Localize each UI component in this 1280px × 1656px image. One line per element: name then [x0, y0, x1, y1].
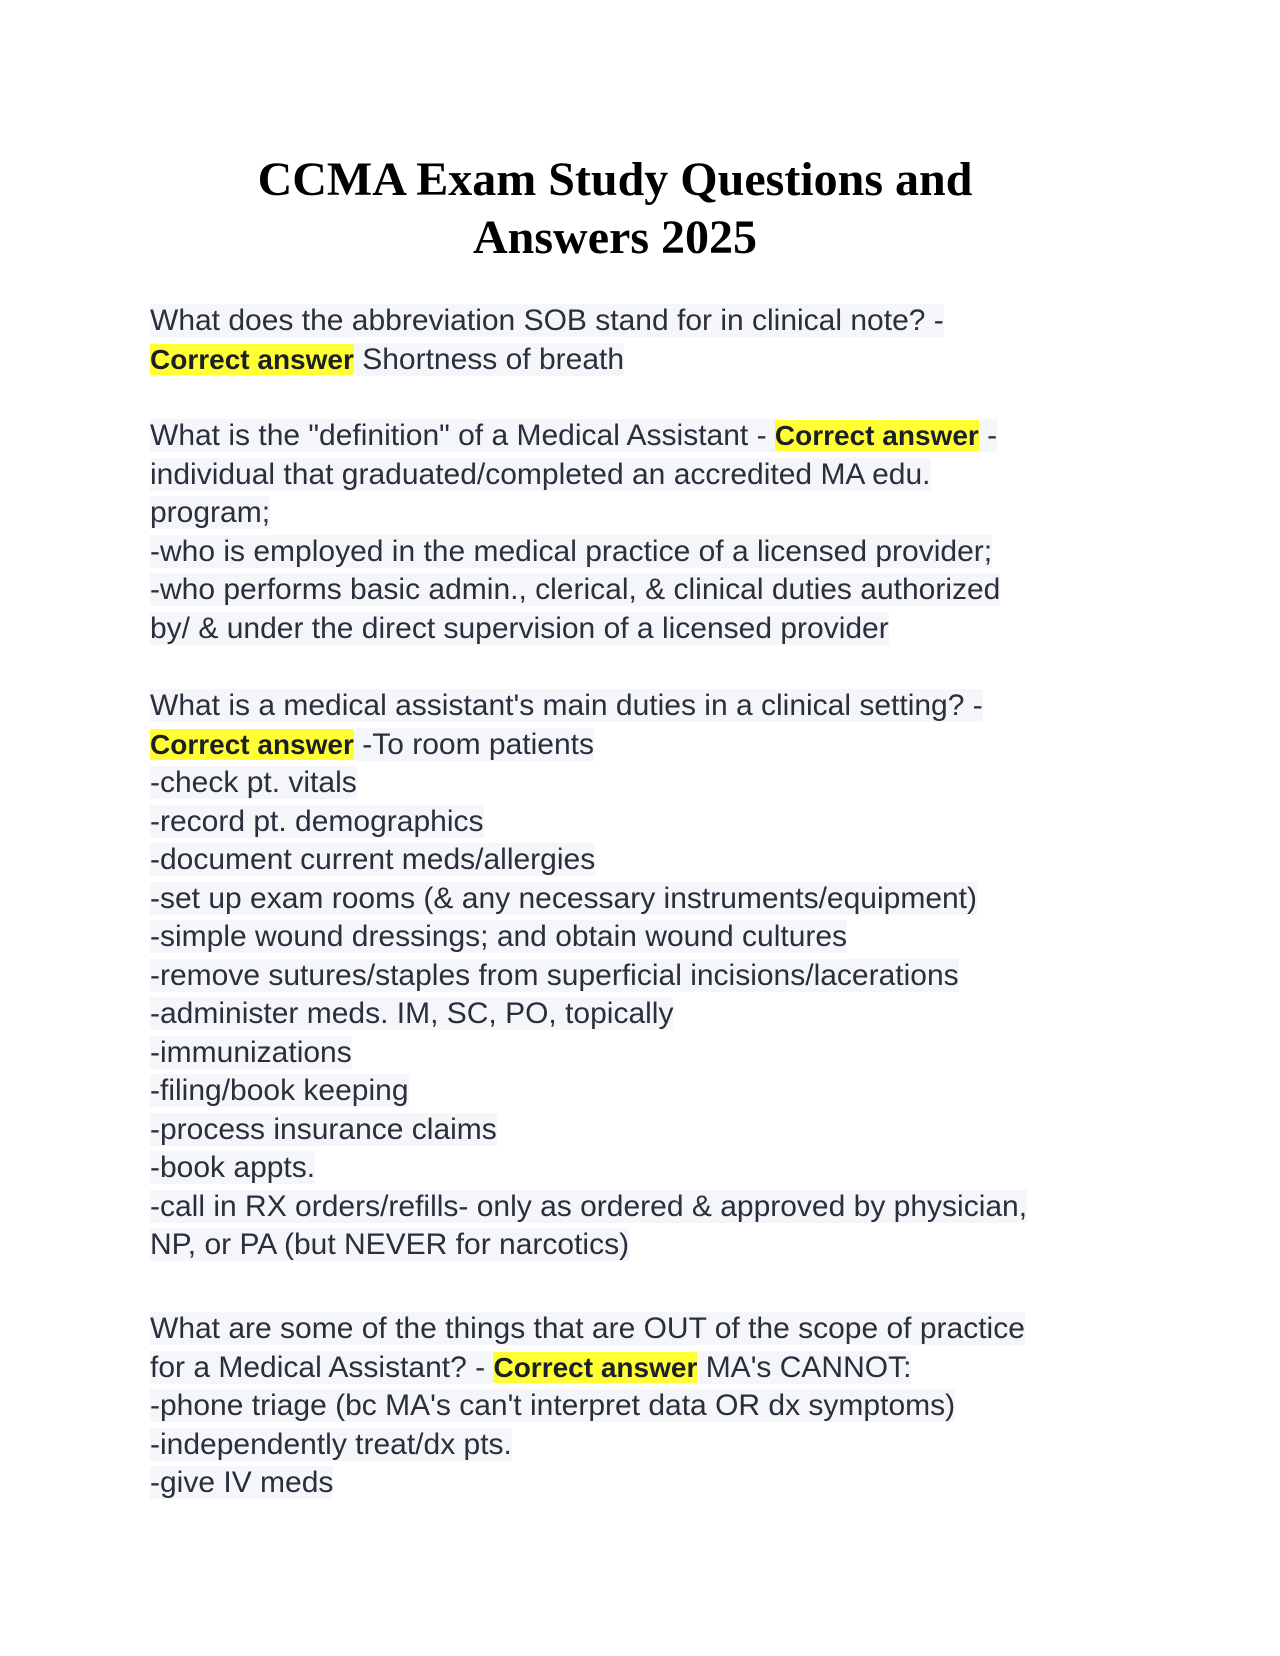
answer-text: -who is employed in the medical practice of a licensed provider;: [150, 534, 993, 568]
answer-text: -check pt. vitals: [150, 766, 357, 799]
question-line: [150, 417, 1150, 456]
answer-line: [150, 841, 1150, 880]
qa-item-ma-definition: [150, 417, 1150, 648]
answer-line: [150, 726, 1150, 765]
answer-line: [150, 1387, 1150, 1426]
question-text: What is the "definition" of a Medical Assistant -: [150, 419, 775, 452]
answer-line: [150, 1072, 1150, 1111]
document-title: [150, 151, 1080, 267]
answer-text: -set up exam rooms (& any necessary instruments/equipment): [150, 881, 978, 915]
answer-line: [150, 995, 1150, 1034]
answer-line: [150, 918, 1150, 957]
correct-answer-label: Correct answer: [774, 420, 979, 451]
answer-text: -administer meds. IM, SC, PO, topically: [150, 997, 674, 1030]
question-text: What does the abbreviation SOB stand for in clinical note? -: [150, 304, 944, 337]
answer-line: [150, 764, 1150, 803]
answer-line: [150, 456, 1150, 495]
answer-text: -: [978, 419, 998, 452]
answer-line: [150, 494, 1150, 533]
answer-text: -To room patients: [353, 727, 594, 761]
answer-text: -who performs basic admin., clerical, & clinical duties authorized: [150, 573, 1001, 606]
answer-line: [150, 610, 1150, 649]
answer-text: -immunizations: [150, 1035, 352, 1069]
answer-line: [150, 803, 1150, 842]
answer-line: [150, 571, 1150, 610]
answer-text: MA's CANNOT:: [697, 1350, 912, 1384]
answer-line: [150, 341, 1150, 380]
answer-text: -filing/book keeping: [150, 1074, 409, 1107]
answer-line: [150, 957, 1150, 996]
answer-line: [150, 1226, 1150, 1265]
answer-line: [150, 1034, 1150, 1073]
answer-text: -give IV meds: [150, 1466, 334, 1499]
answer-line: [150, 1188, 1150, 1227]
answer-text: by/ & under the direct supervision of a licensed provider: [150, 611, 889, 645]
correct-answer-label: Correct answer: [493, 1351, 698, 1383]
title-line-1: CCMA Exam Study Questions and: [257, 153, 973, 206]
correct-answer-label: Correct answer: [150, 343, 354, 375]
answer-line: [150, 533, 1150, 572]
question-text: What is a medical assistant's main duties in a clinical setting? -: [150, 689, 983, 722]
answer-text: -process insurance claims: [150, 1112, 497, 1146]
qa-item-out-of-scope: [150, 1310, 1150, 1503]
answer-text: Shortness of breath: [353, 342, 625, 376]
correct-answer-label: Correct answer: [150, 728, 354, 760]
answer-line: [150, 1111, 1150, 1150]
answer-text: -book appts.: [150, 1151, 316, 1184]
answer-text: -independently treat/dx pts.: [150, 1427, 512, 1461]
answer-line: [150, 880, 1150, 919]
answer-text: -phone triage (bc MA's can't interpret data OR dx symptoms): [150, 1389, 956, 1422]
answer-text: -record pt. demographics: [150, 804, 484, 838]
answer-line: [150, 1149, 1150, 1188]
answer-text: -simple wound dressings; and obtain wound cultures: [150, 920, 848, 953]
question-line: [150, 1349, 1150, 1388]
title-line-2: Answers 2025: [473, 211, 757, 264]
question-line: [150, 302, 1150, 341]
answer-line: [150, 1464, 1150, 1503]
answer-text: -document current meds/allergies: [150, 843, 596, 876]
question-text: for a Medical Assistant? -: [150, 1350, 494, 1384]
answer-text: -call in RX orders/refills- only as ordered & approved by physician,: [150, 1189, 1028, 1223]
answer-text: program;: [150, 496, 271, 529]
question-line: [150, 687, 1150, 726]
qa-item-clinical-duties: [150, 687, 1150, 1265]
question-text: What are some of the things that are OUT of the scope of practice: [150, 1312, 1025, 1345]
qa-item-sob: [150, 302, 1150, 379]
answer-line: [150, 1426, 1150, 1465]
answer-text: -remove sutures/staples from superficial incisions/lacerations: [150, 958, 959, 992]
answer-text: NP, or PA (but NEVER for narcotics): [150, 1228, 630, 1261]
answer-text: individual that graduated/completed an accredited MA edu.: [150, 457, 931, 491]
question-line: [150, 1310, 1150, 1349]
